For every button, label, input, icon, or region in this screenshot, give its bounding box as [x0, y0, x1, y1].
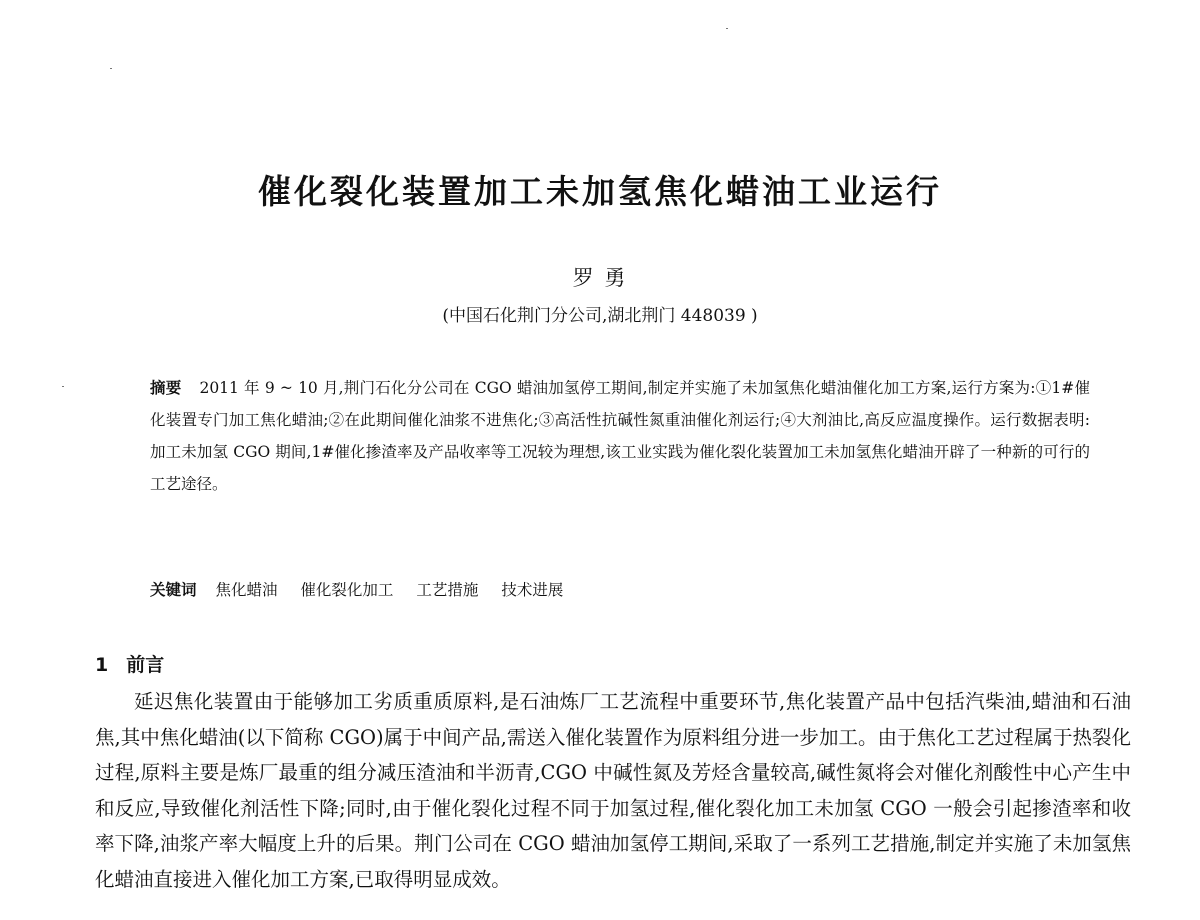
section-title: 前言: [126, 654, 165, 676]
keywords-label: 关键词: [150, 581, 197, 599]
paper-title: 催化裂化装置加工未加氢焦化蜡油工业运行: [258, 172, 942, 211]
keyword-item: 技术进展: [501, 581, 564, 599]
section-heading: [95, 650, 164, 677]
author-affiliation: (中国石化荆门分公司,湖北荆门 448039 ): [442, 306, 758, 326]
keyword-item: 工艺措施: [416, 581, 479, 599]
scan-speck: [110, 68, 112, 69]
section-paragraph: 延迟焦化装置由于能够加工劣质重质原料,是石油炼厂工艺流程中重要环节,焦化装置产品中包括汽柴油,蜡油和石油焦,其中焦化蜡油(以下简称 CGO)属于中间产品,需送入催化装置作为原料组分进一步加工。由于焦化工艺过程属于热裂化过程,原料主要是炼厂最重的组分减压渣油和半沥青,CGO 中碱性氮及芳烃含量较高,碱性氮将会对催化剂酸性中心产生中和反应,导致催化剂活性下降;同时,由于催化裂化过程不同于加氢过程,催化裂化加工未加氢 CGO 一般会引起掺渣率和收率下降,油浆产率大幅度上升的后果。荆门公司在 CGO 蜡油加氢停工期间,采取了一系列工艺措施,制定并实施了未加氢焦化蜡油直接进入催化加工方案,已取得明显成效。: [95, 690, 1131, 891]
section-number: 1: [95, 654, 109, 676]
scan-speck: [62, 386, 64, 387]
keyword-item: 催化裂化加工: [300, 581, 394, 599]
abstract: [150, 372, 1090, 500]
scan-speck: [726, 28, 728, 29]
abstract-text: 2011 年 9 ~ 10 月,荆门石化分公司在 CGO 蜡油加氢停工期间,制定并实施了未加氢焦化蜡油催化加工方案,运行方案为:①1#催化装置专门加工焦化蜡油;②在此期间催化油浆不进焦化;③高活性抗碱性氮重油催化剂运行;④大剂油比,高反应温度操作。运行数据表明:加工未加氢 CGO 期间,1#催化掺渣率及产品收率等工况较为理想,该工业实践为催化裂化装置加工未加氢焦化蜡油开辟了一种新的可行的工艺途径。: [150, 379, 1090, 493]
author-name: 罗 勇: [572, 266, 628, 290]
keyword-item: 焦化蜡油: [215, 581, 278, 599]
abstract-label: 摘要: [150, 379, 182, 397]
keywords: [150, 578, 1090, 600]
